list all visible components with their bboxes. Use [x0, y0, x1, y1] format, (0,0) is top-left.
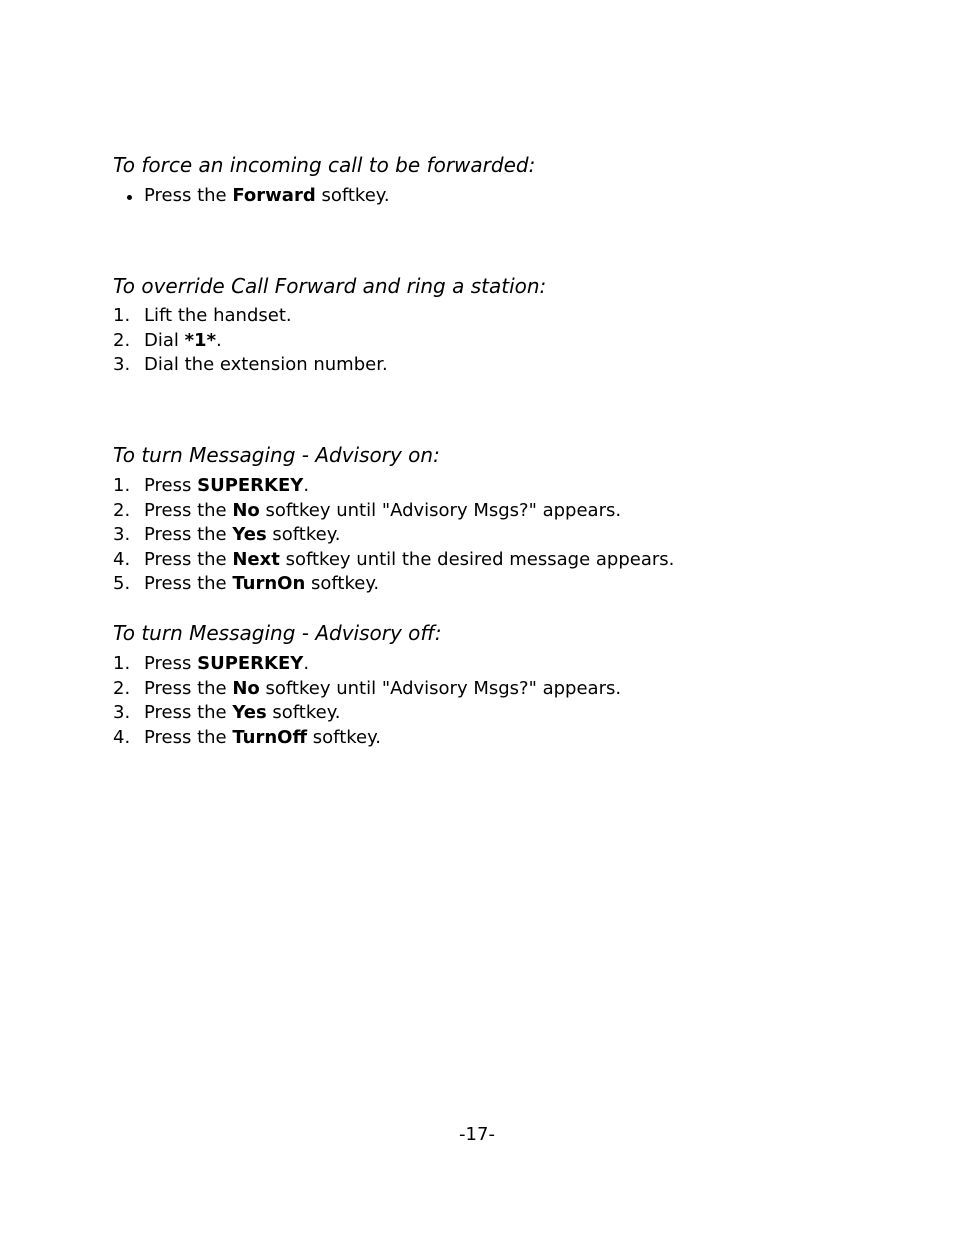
item-bold-text: *1* — [184, 329, 216, 351]
item-bold-text: No — [232, 677, 260, 699]
item-bold-text: TurnOn — [232, 573, 306, 595]
item-number: 1. — [113, 475, 131, 496]
list-item — [113, 304, 388, 329]
section-heading-advisory-on: To turn Messaging - Advisory on: — [113, 443, 440, 467]
list-item — [113, 548, 674, 573]
item-text-suffix: softkey. — [307, 726, 381, 748]
item-text: Press the — [144, 677, 233, 699]
item-number: 4. — [113, 548, 131, 570]
item-text-suffix: softkey until "Advisory Msgs?" appears. — [259, 677, 622, 699]
item-text: Press the — [144, 185, 233, 206]
item-number: 1. — [113, 653, 131, 674]
item-bold-text: No — [232, 499, 260, 521]
item-number: 3. — [113, 702, 131, 724]
item-number: 2. — [113, 329, 131, 351]
list-item — [113, 652, 621, 677]
bullet-dot-icon — [127, 195, 132, 200]
section-heading-override-forward: To override Call Forward and ring a station: — [113, 274, 547, 298]
item-number: 2. — [113, 499, 131, 521]
item-text-suffix: softkey. — [305, 573, 380, 595]
item-text: Press — [144, 475, 198, 496]
item-text: Press the — [144, 726, 233, 748]
list-item — [113, 677, 621, 702]
item-text: Press the — [144, 524, 233, 546]
item-number: 3. — [113, 524, 131, 546]
list-item — [113, 184, 390, 209]
item-text: Press the — [144, 548, 233, 570]
item-number: 3. — [113, 354, 131, 376]
bullet-list-force-forward — [113, 184, 390, 209]
item-text-suffix: softkey. — [266, 702, 341, 724]
section-heading-force-forward: To force an incoming call to be forwarded: — [113, 153, 536, 177]
item-text: Press the — [144, 573, 233, 595]
item-text-suffix: softkey. — [315, 185, 390, 206]
item-text: Lift the handset. — [144, 305, 292, 326]
item-text: Press — [144, 653, 198, 674]
item-bold-text: Next — [232, 548, 280, 570]
page-number: -17- — [459, 1124, 495, 1145]
item-text: Press the — [144, 499, 233, 521]
item-bold-text: TurnOff — [232, 726, 308, 748]
item-text-suffix: softkey. — [266, 524, 341, 546]
item-number: 1. — [113, 305, 131, 326]
item-text: Dial the extension number. — [144, 354, 388, 376]
numbered-list-advisory-off — [113, 652, 621, 750]
item-bold-text: Yes — [232, 524, 267, 546]
item-bold-text: SUPERKEY — [197, 653, 304, 674]
list-item — [113, 353, 388, 378]
list-item — [113, 726, 621, 751]
item-number: 4. — [113, 726, 131, 748]
section-heading-advisory-off: To turn Messaging - Advisory off: — [113, 621, 442, 645]
list-item — [113, 474, 674, 499]
numbered-list-advisory-on — [113, 474, 674, 597]
list-item — [113, 523, 674, 548]
item-text: Dial — [144, 329, 185, 351]
item-text-suffix: . — [303, 475, 310, 496]
item-text: Press the — [144, 702, 233, 724]
numbered-list-override-forward — [113, 304, 388, 378]
list-item — [113, 499, 674, 524]
item-number: 2. — [113, 677, 131, 699]
list-item — [113, 329, 388, 354]
item-bold-text: SUPERKEY — [197, 475, 304, 496]
item-text-suffix: . — [303, 653, 310, 674]
list-item — [113, 572, 674, 597]
item-bold-text: Yes — [232, 702, 267, 724]
item-text-suffix: softkey until the desired message appears. — [279, 548, 675, 570]
list-item — [113, 701, 621, 726]
item-number: 5. — [113, 573, 131, 595]
item-bold-text: Forward — [232, 185, 316, 206]
item-text-suffix: softkey until "Advisory Msgs?" appears. — [259, 499, 622, 521]
item-text-suffix: . — [215, 329, 222, 351]
